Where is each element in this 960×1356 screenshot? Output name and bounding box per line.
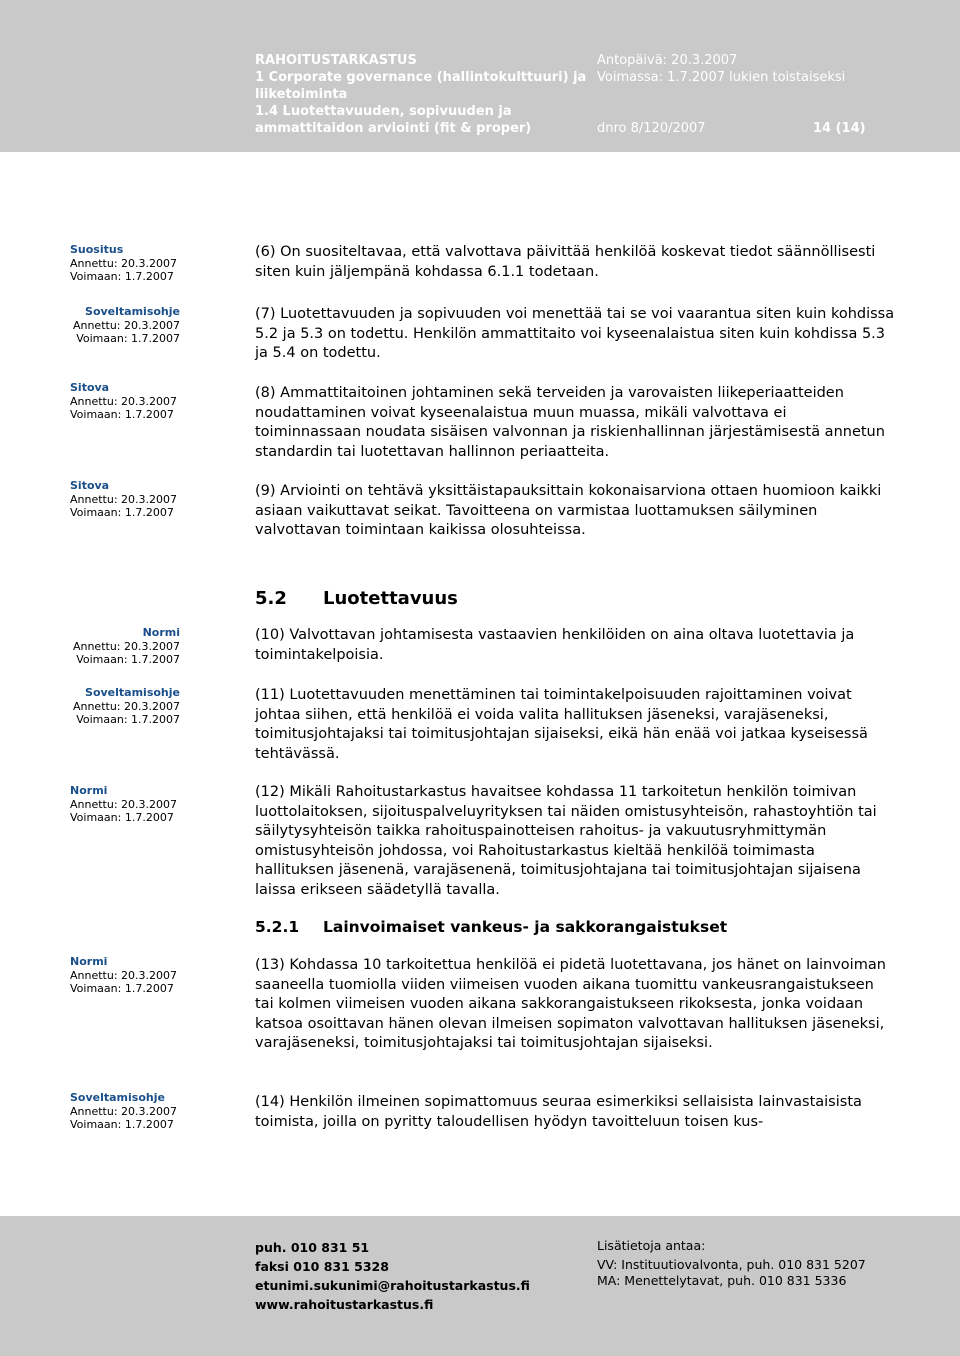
margin-note-voimaan: Voimaan: 1.7.2007 bbox=[70, 408, 174, 421]
margin-note-annettu: Annettu: 20.3.2007 bbox=[70, 256, 178, 270]
margin-note-type: Sitova bbox=[70, 479, 110, 492]
margin-note bbox=[70, 686, 180, 727]
margin-note-annettu: Annettu: 20.3.2007 bbox=[72, 639, 180, 653]
header-right bbox=[597, 52, 845, 86]
margin-note-voimaan: Voimaan: 1.7.2007 bbox=[76, 713, 180, 726]
margin-note-type: Soveltamisohje bbox=[85, 305, 180, 318]
margin-note-voimaan: Voimaan: 1.7.2007 bbox=[76, 332, 180, 345]
margin-note-annettu: Annettu: 20.3.2007 bbox=[70, 797, 178, 811]
paragraph-6: (6) On suositeltavaa, että valvottava päivittää henkilöä koskevat tiedot säännöllisesti siten kuin jäljempänä kohdassa 6.1.1 todetaan. bbox=[255, 244, 876, 280]
footer-info-ma: MA: Menettelytavat, puh. 010 831 5336 bbox=[597, 1273, 847, 1288]
margin-note-type: Normi bbox=[142, 626, 180, 639]
paragraph-10: (10) Valvottavan johtamisesta vastaavien henkilöiden on aina oltava luotettavia ja toimintakelpoisia. bbox=[255, 627, 855, 663]
header-topic-1: 1 Corporate governance (hallintokulttuuri) ja liiketoiminta bbox=[255, 70, 587, 102]
margin-note bbox=[70, 381, 177, 422]
margin-note-voimaan: Voimaan: 1.7.2007 bbox=[70, 270, 174, 283]
margin-note-type: Suositus bbox=[70, 243, 124, 256]
margin-note bbox=[70, 305, 180, 346]
paragraph-9: (9) Arviointi on tehtävä yksittäistapauksittain kokonaisarviona ottaen huomioon kaikki asiaan vaikuttavat seikat. Tavoitteena on varmistaa luottamuksen säilyminen valvottavan toimintaan kaikissa olosuhteissa. bbox=[255, 483, 882, 538]
paragraph-7: (7) Luotettavuuden ja sopivuuden voi menettää tai se voi vaarantua siten kuin kohdissa 5.2 ja 5.3 on todettu. Henkilön ammattitaito voi kyseenalaistua siten kuin kohdissa 5.3 ja 5.4 on todettu. bbox=[255, 306, 895, 361]
section-title: Luotettavuus bbox=[323, 588, 458, 609]
footer-fax: faksi 010 831 5328 bbox=[255, 1259, 389, 1274]
footer-web[interactable]: www.rahoitustarkastus.fi bbox=[255, 1297, 434, 1312]
footer-email[interactable]: etunimi.sukunimi@rahoitustarkastus.fi bbox=[255, 1278, 530, 1293]
footer-info bbox=[597, 1238, 866, 1289]
margin-note-annettu: Annettu: 20.3.2007 bbox=[70, 492, 178, 506]
margin-note-annettu: Annettu: 20.3.2007 bbox=[70, 394, 178, 408]
margin-note-voimaan: Voimaan: 1.7.2007 bbox=[70, 811, 174, 824]
margin-note-annettu: Annettu: 20.3.2007 bbox=[70, 1104, 178, 1118]
header-topic-2: 1.4 Luotettavuuden, sopivuuden ja ammattitaidon arviointi (fit & proper) bbox=[255, 104, 532, 136]
header-org: RAHOITUSTARKASTUS bbox=[255, 53, 417, 68]
margin-note bbox=[70, 243, 177, 284]
margin-note-type: Normi bbox=[70, 955, 108, 968]
paragraph-14: (14) Henkilön ilmeinen sopimattomuus seuraa esimerkiksi sellaisista lainvastaisista toimista, joilla on pyritty taloudellisen hyödyn tavoitteluun toisen kus- bbox=[255, 1094, 862, 1130]
header-dnro: dnro 8/120/2007 bbox=[597, 121, 706, 136]
section-heading bbox=[255, 588, 458, 609]
page-footer bbox=[0, 1216, 960, 1356]
header-left bbox=[255, 52, 605, 137]
page-header bbox=[0, 0, 960, 152]
margin-note-type: Sitova bbox=[70, 381, 110, 394]
paragraph-12: (12) Mikäli Rahoitustarkastus havaitsee kohdassa 11 tarkoitetun henkilön toimivan luottolaitoksen, sijoituspalveluyrityksen tai näiden omistusyhteisön, rahastoyhtiön tai säilytysyhteisön taikka rahoituspainotteisen rahoitus- ja vakuutusryhmittymän omistusyhteisön johdossa, voi Rahoitustarkastus kieltää henkilöä toimimasta hallituksen jäsenenä, varajäsenenä, toimitusjohtajana tai toimitusjohtajan sijaisena laissa erikseen säädetyllä tavalla. bbox=[255, 784, 877, 898]
header-page-number: 14 (14) bbox=[813, 121, 866, 136]
subsection-heading bbox=[255, 918, 727, 936]
footer-phone: puh. 010 831 51 bbox=[255, 1240, 370, 1255]
margin-note-annettu: Annettu: 20.3.2007 bbox=[70, 968, 178, 982]
paragraph-11: (11) Luotettavuuden menettäminen tai toimintakelpoisuuden rajoittaminen voivat johtaa siihen, että henkilöä ei voida valita hallituksen jäseneksi, varajäseneksi, toimitusjohtajaksi tai toimitusjohtajan sijaiseksi, eikä hän enää voi jatkaa kyseisessä tehtävässä. bbox=[255, 687, 868, 762]
margin-note-voimaan: Voimaan: 1.7.2007 bbox=[70, 1118, 174, 1131]
footer-info-label: Lisätietoja antaa: bbox=[597, 1238, 706, 1253]
section-number: 5.2 bbox=[255, 588, 287, 609]
margin-note-voimaan: Voimaan: 1.7.2007 bbox=[70, 982, 174, 995]
subsection-title: Lainvoimaiset vankeus- ja sakkorangaistukset bbox=[323, 918, 728, 936]
margin-note bbox=[70, 955, 177, 996]
margin-note-annettu: Annettu: 20.3.2007 bbox=[72, 318, 180, 332]
paragraph-8: (8) Ammattitaitoinen johtaminen sekä terveiden ja varovaisten liikeperiaatteiden noudattaminen voivat kyseenalaistua muun muassa, mikäli valvottava ei toiminnassaan noudata sisäisen valvonnan ja riskienhallinnan järjestämisestä annetun standardin tai luotettavan hallinnon periaatteita. bbox=[255, 385, 885, 460]
margin-note bbox=[70, 626, 180, 667]
subsection-number: 5.2.1 bbox=[255, 918, 300, 936]
margin-note-type: Soveltamisohje bbox=[70, 1091, 165, 1104]
margin-note-voimaan: Voimaan: 1.7.2007 bbox=[76, 653, 180, 666]
margin-note bbox=[70, 784, 177, 825]
paragraph-13: (13) Kohdassa 10 tarkoitettua henkilöä ei pidetä luotettavana, jos hänet on lainvoiman saaneella tuomiolla viiden viimeisen vuoden aikana tuomittu vankeusrangaistukseen tai kolmen viimeisen vuoden aikana sakkorangaistukseen rikoksesta, jonka voidaan katsoa osoittavan hänen olevan ilmeisen sopimaton valvottavan hallituksen jäseneksi, varajäseneksi, toimitusjohtajaksi tai toimitusjohtajan sijaiseksi. bbox=[255, 957, 886, 1051]
header-voimassa: Voimassa: 1.7.2007 lukien toistaiseksi bbox=[597, 70, 846, 85]
footer-contact bbox=[255, 1238, 530, 1314]
margin-note-annettu: Annettu: 20.3.2007 bbox=[72, 699, 180, 713]
margin-note-voimaan: Voimaan: 1.7.2007 bbox=[70, 506, 174, 519]
margin-note bbox=[70, 1091, 177, 1132]
margin-note-type: Normi bbox=[70, 784, 108, 797]
margin-note bbox=[70, 479, 177, 520]
footer-info-vv: VV: Instituutiovalvonta, puh. 010 831 5207 bbox=[597, 1257, 866, 1272]
header-antopaiva: Antopäivä: 20.3.2007 bbox=[597, 53, 738, 68]
margin-note-type: Soveltamisohje bbox=[85, 686, 180, 699]
